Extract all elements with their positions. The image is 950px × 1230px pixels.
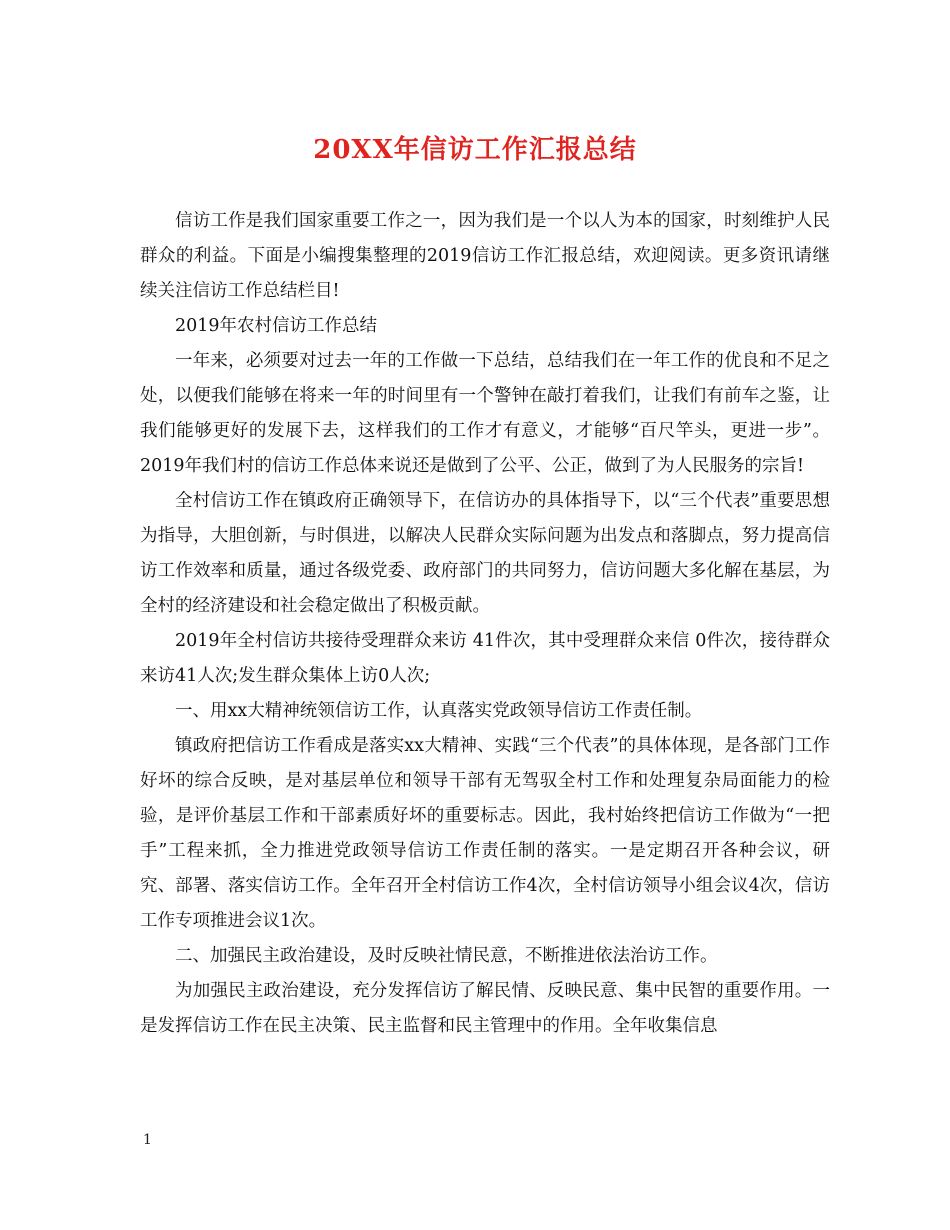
page-number: 1 — [143, 1132, 152, 1148]
paragraph-leadership: 全村信访工作在镇政府正确领导下，在信访办的具体指导下，以“三个代表”重要思想为指导，大胆创新，与时俱进，以解决人民群众实际问题为出发点和落脚点，努力提高信访工作效率和质量，通过各级党委、政府部门的共同努力，信访问题大多化解在基层，为全村的经济建设和社会稳定做出了积极贡献。 — [140, 491, 830, 616]
paragraph-section-1: 镇政府把信访工作看成是落实xx大精神、实践“三个代表”的具体体现，是各部门工作好坏的综合反映，是对基层单位和领导干部有无驾驭全村工作和处理复杂局面能力的检验，是评价基层工作和干部素质好坏的重要标志。因此，我村始终把信访工作做为“一把手”工程来抓，全力推进党政领导信访工作责任制的落实。一是定期召开各种会议，研究、部署、落实信访工作。全年召开全村信访工作4次，全村信访领导小组会议4次，信访工作专项推进会议1次。 — [140, 736, 830, 931]
paragraph-intro: 信访工作是我们国家重要工作之一，因为我们是一个以人为本的国家，时刻维护人民群众的利益。下面是小编搜集整理的2019信访工作汇报总结，欢迎阅读。更多资讯请继续关注信访工作总结栏目! — [140, 211, 830, 301]
document-body — [140, 204, 830, 1044]
section-heading-2: 二、加强民主政治建设，及时反映社情民意，不断推进依法治访工作。 — [175, 946, 718, 966]
section-heading-1: 一、用xx大精神统领信访工作，认真落实党政领导信访工作责任制。 — [175, 701, 703, 721]
paragraph-section-2: 为加强民主政治建设，充分发挥信访了解民情、反映民意、集中民智的重要作用。一是发挥信访工作在民主决策、民主监督和民主管理中的作用。全年收集信息 — [140, 981, 830, 1036]
paragraph-subheading: 2019年农村信访工作总结 — [175, 316, 378, 336]
paragraph-summary: 一年来，必须要对过去一年的工作做一下总结，总结我们在一年工作的优良和不足之处，以便我们能够在将来一年的时间里有一个警钟在敲打着我们，让我们有前车之鉴，让我们能够更好的发展下去，这样我们的工作才有意义，才能够“百尺竿头，更进一步”。2019年我们村的信访工作总体来说还是做到了公平、公正，做到了为人民服务的宗旨! — [140, 351, 830, 476]
paragraph-statistics: 2019年全村信访共接待受理群众来访 41件次，其中受理群众来信 0件次，接待群众来访41人次;发生群众集体上访0人次; — [140, 631, 830, 686]
document-title: 20XX年信访工作汇报总结 — [313, 135, 637, 165]
